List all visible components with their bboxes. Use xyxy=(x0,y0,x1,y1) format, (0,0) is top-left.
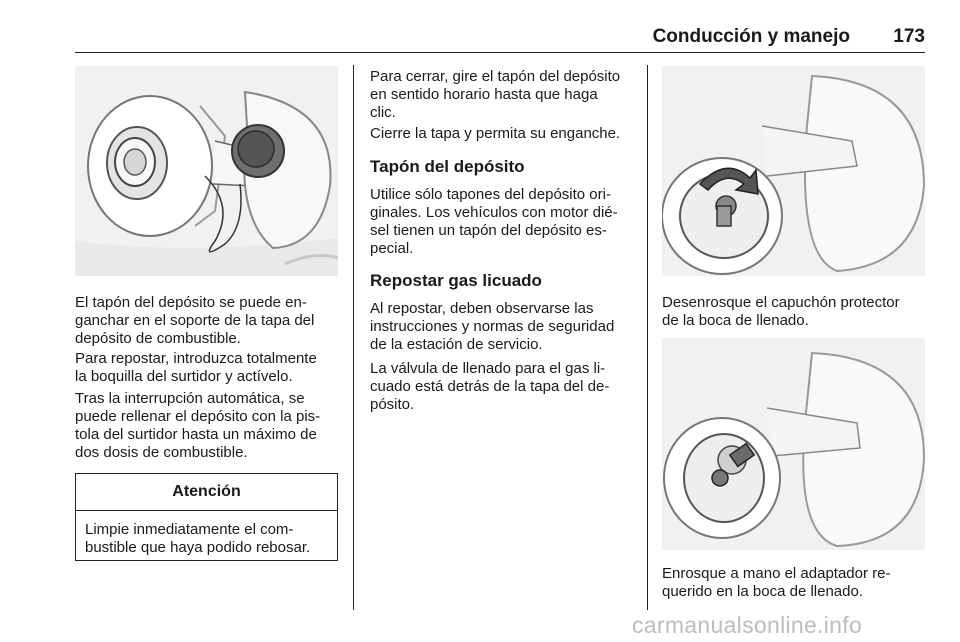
caution-text: Limpie inmediatamente el com- bustible que haya podido rebosar. xyxy=(85,521,311,556)
fuel-cap-on-flap-illustration xyxy=(75,66,338,276)
unscrew-cap-drawing xyxy=(662,66,925,276)
fuel-cap-on-flap-drawing xyxy=(75,66,338,276)
caption: Desenrosque el capuchón protector de la boca de llenado. xyxy=(662,294,900,329)
paragraph: Cierre la tapa y permita su enganche. xyxy=(370,125,621,142)
caution-box xyxy=(75,473,338,561)
paragraph: Para repostar, introduzca totalmente la boquilla del surtidor y actívelo. xyxy=(75,350,317,385)
screw-adapter-drawing xyxy=(662,338,925,550)
paragraph: Para cerrar, gire el tapón del depósito en sentido horario hasta que haga clic. xyxy=(370,68,621,121)
section-heading: Repostar gas licuado xyxy=(370,271,542,290)
section-heading: Tapón del depósito xyxy=(370,157,525,176)
unscrew-cap-illustration xyxy=(662,66,925,276)
caption: Enrosque a mano el adaptador re- querido en la boca de llenado. xyxy=(662,565,891,600)
paragraph: Al repostar, deben observarse las instrucciones y normas de seguridad de la estación de servicio. xyxy=(370,300,615,353)
paragraph: Tras la interrupción automática, se puede rellenar el depósito con la pis- tola del surtidor hasta un máximo de dos dosis de combustible. xyxy=(75,390,321,461)
paragraph: Utilice sólo tapones del depósito ori- ginales. Los vehículos con motor dié- sel tienen un tapón del depósito es- pecial. xyxy=(370,186,618,257)
paragraph: La válvula de llenado para el gas li- cuado está detrás de la tapa del de- pósito. xyxy=(370,360,610,413)
paragraph: El tapón del depósito se puede en- ganchar en el soporte de la tapa del depósito de combustible. xyxy=(75,294,315,347)
page-number: 173 xyxy=(893,26,925,47)
column-divider-right xyxy=(647,65,648,610)
chapter-title: Conducción y manejo xyxy=(652,26,850,47)
caution-title: Atención xyxy=(76,474,337,511)
header-rule xyxy=(75,52,925,53)
screw-adapter-illustration xyxy=(662,338,925,550)
watermark: carmanualsonline.info xyxy=(632,612,863,638)
column-divider-left xyxy=(353,65,354,610)
